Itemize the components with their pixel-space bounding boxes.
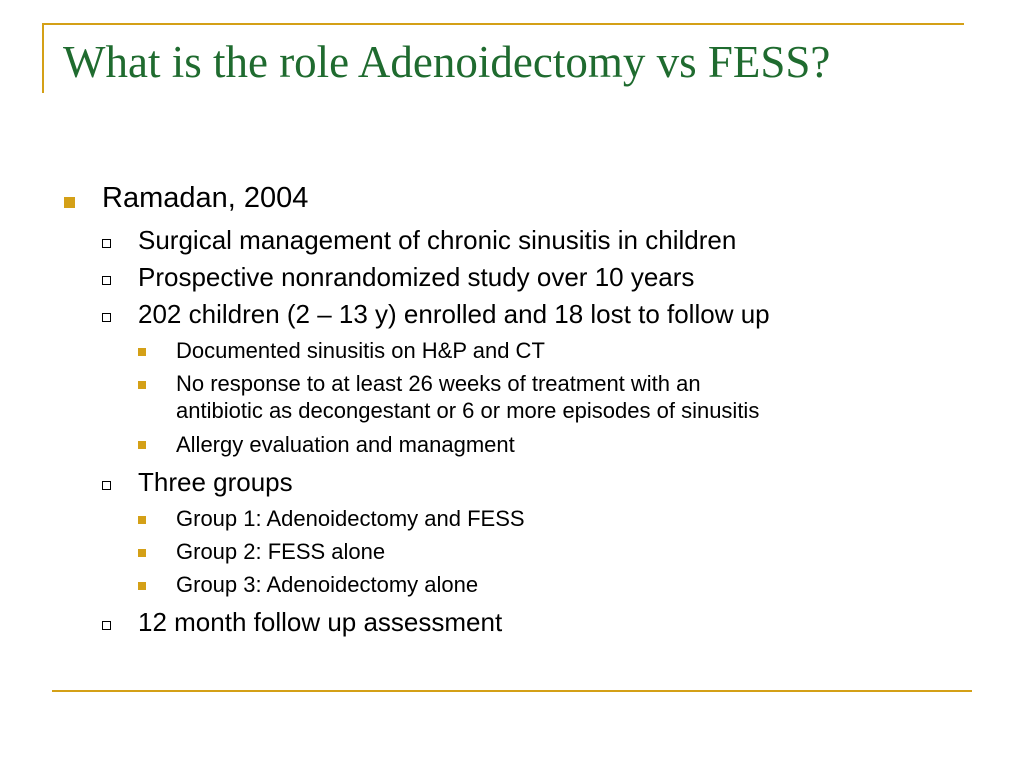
hollow-square-bullet-icon bbox=[102, 621, 111, 630]
hollow-square-bullet-icon bbox=[102, 481, 111, 490]
square-bullet-icon bbox=[64, 197, 75, 208]
square-bullet-icon bbox=[138, 441, 146, 449]
slide-title: What is the role Adenoidectomy vs FESS? bbox=[63, 37, 831, 87]
square-bullet-icon bbox=[138, 381, 146, 389]
hollow-square-bullet-icon bbox=[102, 276, 111, 285]
square-bullet-icon bbox=[138, 582, 146, 590]
bullet-follow-up: 12 month follow up assessment bbox=[138, 607, 503, 637]
item-group-3: Group 3: Adenoidectomy alone bbox=[176, 572, 479, 597]
hollow-square-bullet-icon bbox=[102, 313, 111, 322]
item-no-response-line1: No response to at least 26 weeks of treatment with an bbox=[176, 371, 701, 396]
square-bullet-icon bbox=[138, 549, 146, 557]
hollow-square-bullet-icon bbox=[102, 239, 111, 248]
bullet-surgical-management: Surgical management of chronic sinusitis in children bbox=[138, 225, 737, 255]
item-documented-sinusitis: Documented sinusitis on H&P and CT bbox=[176, 338, 545, 363]
square-bullet-icon bbox=[138, 348, 146, 356]
item-allergy-evaluation: Allergy evaluation and managment bbox=[176, 432, 515, 457]
bullet-prospective-study: Prospective nonrandomized study over 10 years bbox=[138, 262, 695, 292]
bullet-three-groups: Three groups bbox=[138, 467, 293, 497]
item-group-2: Group 2: FESS alone bbox=[176, 539, 386, 564]
left-border bbox=[42, 23, 44, 93]
heading-ramadan: Ramadan, 2004 bbox=[102, 182, 309, 214]
bottom-border bbox=[52, 690, 972, 692]
item-group-1: Group 1: Adenoidectomy and FESS bbox=[176, 506, 525, 531]
top-border bbox=[42, 23, 964, 25]
item-no-response-line2: antibiotic as decongestant or 6 or more episodes of sinusitis bbox=[176, 398, 760, 423]
bullet-children-enrolled: 202 children (2 – 13 y) enrolled and 18 lost to follow up bbox=[138, 299, 770, 329]
square-bullet-icon bbox=[138, 516, 146, 524]
